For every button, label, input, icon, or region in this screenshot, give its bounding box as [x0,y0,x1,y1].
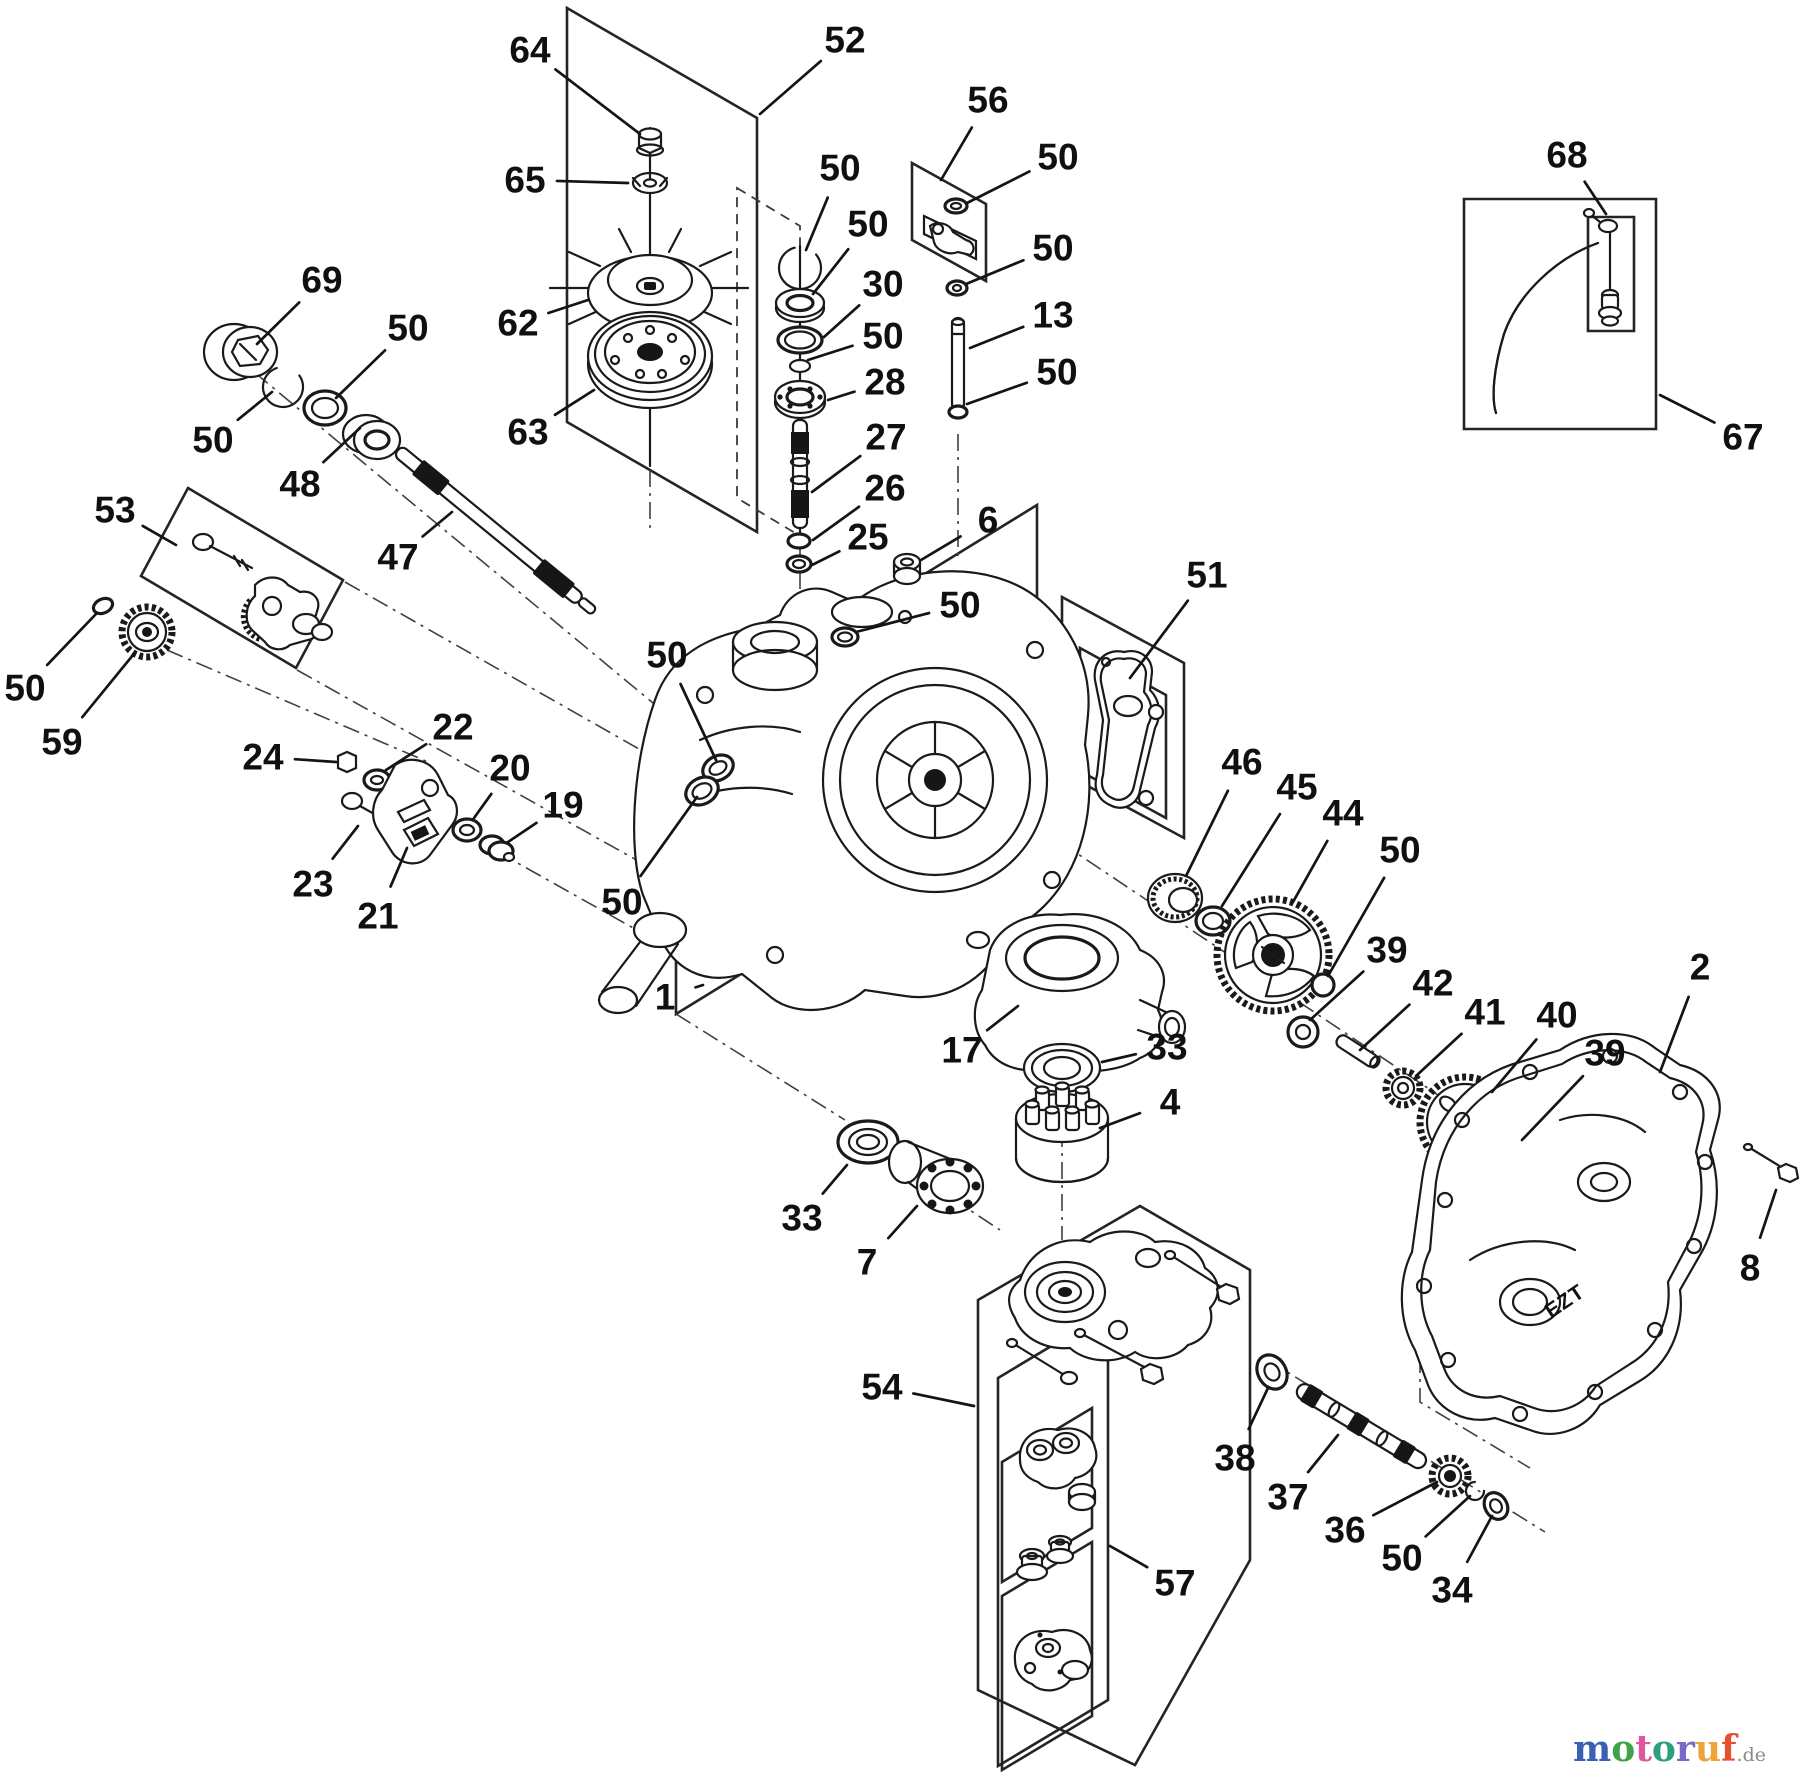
callout-50-leader [967,383,1027,404]
proj-1-lower [676,1014,845,1120]
callout-50-label: 50 [847,203,889,245]
motoruf-watermark [1573,1728,1766,1770]
ring-50-part [790,360,810,372]
callout-38-label: 38 [1214,1437,1256,1479]
callout-8-label: 8 [1739,1247,1761,1289]
brake-pin-13-part [952,318,964,410]
callout-50-label: 50 [862,315,904,357]
idler-bracket-group [338,752,514,863]
callout-50-leader [47,614,96,665]
callout-26-label: 26 [864,467,906,509]
callout-50-label: 50 [819,147,861,189]
callout-13-leader [970,327,1023,348]
callout-50-label: 50 [1379,829,1421,871]
callout-39-label: 39 [1584,1032,1626,1074]
watermark-letter: u [1694,1728,1722,1770]
callout-7-leader [888,1206,917,1238]
callout-13-label: 13 [1032,294,1074,336]
callout-37-leader [1308,1435,1338,1472]
ring-25-part [787,556,811,572]
callout-50-leader [806,198,828,250]
callout-2-label: 2 [1689,946,1711,988]
callout-67-label: 67 [1722,416,1764,458]
brake-shaft-stack [770,238,829,572]
callout-44-leader [1293,841,1327,902]
callout-59-leader [82,655,133,717]
pinion-36-part [1432,1458,1468,1494]
callout-50-label: 50 [4,667,46,709]
callout-28-leader [828,392,854,400]
callout-36-label: 36 [1324,1509,1366,1551]
callout-39-label: 39 [1366,929,1408,971]
callout-7-label: 7 [856,1241,878,1283]
callout-54-label: 54 [861,1366,903,1408]
callout-69-leader [257,302,299,344]
callout-41-leader [1416,1034,1462,1076]
callout-68-label: 68 [1546,134,1588,176]
callout-50-label: 50 [1037,136,1079,178]
callout-50-label: 50 [1032,227,1074,269]
nut-24-part [338,752,356,772]
bottom-plate-part [1015,1630,1092,1690]
callout-21-label: 21 [357,895,399,937]
callout-42-label: 42 [1412,962,1454,1004]
cover-ezt-text: EZT [1540,1280,1590,1324]
callout-56-leader [941,128,972,180]
callout-24-label: 24 [242,736,284,778]
callout-33-leader [823,1165,847,1194]
gasket-51-part [1095,651,1163,808]
center-section-kit-54 [1007,1232,1239,1385]
callout-20-label: 20 [489,747,531,789]
callout-57-label: 57 [1154,1562,1196,1604]
callout-52-label: 52 [824,19,866,61]
callout-27-leader [812,456,860,492]
hub-69-part [204,324,277,380]
callout-30-leader [824,305,859,337]
callout-63-leader [555,390,594,415]
washer-38-part [1251,1349,1293,1394]
callout-50-label: 50 [1381,1537,1423,1579]
callout-47-label: 47 [377,536,419,578]
watermark-suffix: .de [1736,1744,1766,1766]
callout-50-label: 50 [387,307,429,349]
brake-bracket-56 [924,199,976,418]
kidney-cover-part [1020,1429,1096,1489]
bearing-28-part [775,381,825,418]
hub-46-part [1148,874,1202,922]
callout-50-leader [336,350,385,398]
callout-65-label: 65 [504,159,546,201]
spring-19-part [480,836,514,861]
callout-25-label: 25 [847,516,889,558]
callout-20-leader [474,794,491,818]
callout-17-label: 17 [941,1029,983,1071]
callout-30-label: 30 [862,263,904,305]
clip-50b-part [949,406,967,418]
watermark-letter: f [1721,1728,1737,1770]
oil-hose-kit-67 [1494,209,1621,413]
piston-kit-7-part [889,1141,983,1215]
callout-50-label: 50 [646,634,688,676]
washer-65-part [633,173,667,193]
callout-52-leader [760,61,821,114]
callout-46-leader [1186,791,1228,876]
puck-part [1069,1484,1095,1510]
callout-63-label: 63 [507,411,549,453]
o-ring-50-part [1312,974,1334,996]
axle-shaft-47-part [392,443,600,619]
watermark-letter: r [1675,1728,1695,1770]
nut-64-part [637,129,663,156]
callout-50-leader [967,171,1029,203]
bearing-cup-50-part [776,289,824,322]
callout-36-leader [1373,1482,1437,1515]
callout-28-label: 28 [864,361,906,403]
callout-45-label: 45 [1276,766,1318,808]
callout-37-label: 37 [1267,1476,1309,1518]
ring-26-part [788,534,810,548]
callout-51-label: 51 [1186,554,1228,596]
callout-44-label: 44 [1322,792,1364,834]
callout-1-leader [696,985,703,987]
callout-53-label: 53 [94,489,136,531]
callout-6-label: 6 [977,499,999,541]
cap-6-part [894,554,920,584]
callout-19-leader [508,823,536,842]
shaft-37-part [1293,1379,1430,1472]
callout-23-label: 23 [292,863,334,905]
callout-38-leader [1249,1388,1268,1429]
callout-22-label: 22 [432,706,474,748]
callout-33-label: 33 [781,1197,823,1239]
callout-4-label: 4 [1159,1081,1181,1123]
proj-53-a [345,582,676,770]
clip-50-part [91,595,115,616]
callout-50-label: 50 [601,881,643,923]
callout-64-label: 64 [509,29,551,71]
pulley-63-part [588,312,712,408]
callout-46-label: 46 [1221,741,1263,783]
callout-8-leader [1760,1190,1776,1238]
callout-50-label: 50 [1036,351,1078,393]
axis-axle [230,352,700,742]
check-plug-b-part [1047,1536,1073,1563]
callout-23-leader [333,826,358,859]
callout-54-leader [913,1393,974,1406]
callout-1-label: 1 [654,976,676,1018]
pump-shaft-27-part [791,420,809,528]
watermark-letter: t [1635,1728,1652,1770]
callout-50-label: 50 [192,419,234,461]
watermark-letter: m [1573,1728,1612,1770]
callout-50-leader [238,392,272,420]
callout-50-leader [966,260,1023,284]
watermark-letter: o [1651,1728,1676,1770]
callout-50-leader [1426,1496,1470,1536]
gear-59-assembly [91,595,172,657]
callout-33-label: 33 [1146,1026,1188,1068]
callout-50-label: 50 [939,584,981,626]
callout-69-label: 69 [301,259,343,301]
callout-42-leader [1360,1005,1409,1050]
watermark-letter: o [1611,1728,1636,1770]
callout-67-leader [1660,395,1714,423]
bolt-head-part [193,534,213,550]
callout-41-label: 41 [1464,991,1506,1033]
final-gear-44-part [1217,899,1329,1011]
callout-25-leader [812,551,839,565]
washer-39-part [1288,1017,1318,1047]
vent-fitting-68-part [1584,209,1621,326]
brake-lever-kit-53 [193,534,332,649]
callout-19-label: 19 [542,784,584,826]
bolt-8-part [1744,1144,1798,1182]
check-plug-part [1017,1549,1047,1580]
callout-27-label: 27 [865,416,907,458]
panel-52-projection [737,188,800,536]
callout-45-leader [1222,814,1280,906]
washer-50-part [945,199,967,213]
callout-56-label: 56 [967,79,1009,121]
callout-34-label: 34 [1431,1569,1473,1611]
callout-34-leader [1467,1516,1492,1562]
callout-59-label: 59 [41,721,83,763]
callout-57-leader [1110,1546,1147,1567]
fan-assembly [550,128,748,466]
callout-24-leader [295,759,336,762]
callout-48-label: 48 [279,463,321,505]
valve-kit-57 [1015,1429,1096,1691]
callout-40-label: 40 [1536,994,1578,1036]
callout-62-label: 62 [497,302,539,344]
